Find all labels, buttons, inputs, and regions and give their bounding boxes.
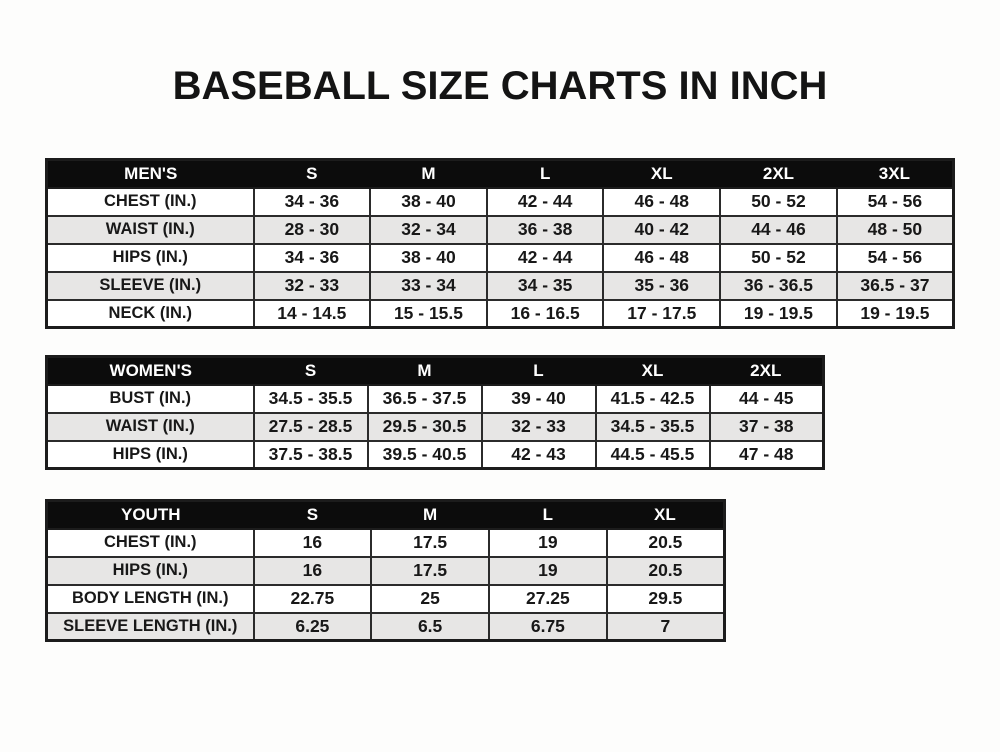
measurement-label: BODY LENGTH (IN.) [47, 585, 254, 613]
size-value-cell: 32 - 33 [254, 272, 371, 300]
size-value-cell: 27.25 [489, 585, 607, 613]
size-value-cell: 42 - 44 [487, 188, 604, 216]
size-value-cell: 20.5 [607, 557, 725, 585]
size-row [47, 529, 725, 557]
size-value-cell: 54 - 56 [837, 244, 954, 272]
size-value-cell: 50 - 52 [720, 244, 837, 272]
size-column-header: M [368, 357, 482, 385]
measurement-label: WAIST (IN.) [47, 216, 254, 244]
youth-table-title-cell: YOUTH [47, 501, 254, 529]
size-value-cell: 6.75 [489, 613, 607, 641]
size-column-header: L [482, 357, 596, 385]
size-value-cell: 19 [489, 529, 607, 557]
mens-size-table [45, 158, 955, 329]
size-value-cell: 14 - 14.5 [254, 300, 371, 328]
size-value-cell: 39 - 40 [482, 385, 596, 413]
size-column-header: 2XL [710, 357, 824, 385]
size-value-cell: 41.5 - 42.5 [596, 385, 710, 413]
size-value-cell: 36 - 36.5 [720, 272, 837, 300]
size-value-cell: 17.5 [371, 557, 489, 585]
size-column-header: S [254, 160, 371, 188]
size-value-cell: 32 - 34 [370, 216, 487, 244]
measurement-label: WAIST (IN.) [47, 413, 254, 441]
size-row [47, 244, 954, 272]
size-column-header: S [254, 501, 372, 529]
size-value-cell: 34.5 - 35.5 [254, 385, 368, 413]
size-value-cell: 6.25 [254, 613, 372, 641]
tables-container [45, 158, 1000, 642]
size-value-cell: 7 [607, 613, 725, 641]
size-value-cell: 36 - 38 [487, 216, 604, 244]
measurement-label: CHEST (IN.) [47, 188, 254, 216]
size-value-cell: 16 [254, 557, 372, 585]
size-value-cell: 22.75 [254, 585, 372, 613]
size-row [47, 300, 954, 328]
size-value-cell: 33 - 34 [370, 272, 487, 300]
size-chart-page [0, 64, 1000, 752]
size-column-header: S [254, 357, 368, 385]
size-value-cell: 17 - 17.5 [603, 300, 720, 328]
size-value-cell: 15 - 15.5 [370, 300, 487, 328]
womens-size-table [45, 355, 825, 470]
size-value-cell: 25 [371, 585, 489, 613]
measurement-label: HIPS (IN.) [47, 441, 254, 469]
size-value-cell: 20.5 [607, 529, 725, 557]
size-value-cell: 44 - 45 [710, 385, 824, 413]
size-value-cell: 16 - 16.5 [487, 300, 604, 328]
size-row [47, 188, 954, 216]
size-value-cell: 36.5 - 37 [837, 272, 954, 300]
size-column-header: L [489, 501, 607, 529]
size-column-header: 3XL [837, 160, 954, 188]
womens-table-title-cell: WOMEN'S [47, 357, 254, 385]
size-value-cell: 19 - 19.5 [837, 300, 954, 328]
mens-header-row [47, 160, 954, 188]
size-row [47, 441, 824, 469]
size-value-cell: 29.5 - 30.5 [368, 413, 482, 441]
size-value-cell: 42 - 44 [487, 244, 604, 272]
size-value-cell: 48 - 50 [837, 216, 954, 244]
size-column-header: 2XL [720, 160, 837, 188]
size-value-cell: 17.5 [371, 529, 489, 557]
size-value-cell: 36.5 - 37.5 [368, 385, 482, 413]
size-value-cell: 19 [489, 557, 607, 585]
size-row [47, 613, 725, 641]
size-value-cell: 27.5 - 28.5 [254, 413, 368, 441]
size-value-cell: 28 - 30 [254, 216, 371, 244]
size-value-cell: 37.5 - 38.5 [254, 441, 368, 469]
womens-header-row [47, 357, 824, 385]
size-value-cell: 38 - 40 [370, 244, 487, 272]
size-value-cell: 34 - 36 [254, 188, 371, 216]
size-value-cell: 44 - 46 [720, 216, 837, 244]
size-value-cell: 44.5 - 45.5 [596, 441, 710, 469]
size-value-cell: 42 - 43 [482, 441, 596, 469]
size-row [47, 385, 824, 413]
measurement-label: HIPS (IN.) [47, 244, 254, 272]
size-row [47, 216, 954, 244]
measurement-label: NECK (IN.) [47, 300, 254, 328]
mens-table-title-cell: MEN'S [47, 160, 254, 188]
size-value-cell: 35 - 36 [603, 272, 720, 300]
size-value-cell: 39.5 - 40.5 [368, 441, 482, 469]
size-row [47, 585, 725, 613]
size-value-cell: 50 - 52 [720, 188, 837, 216]
measurement-label: SLEEVE (IN.) [47, 272, 254, 300]
size-value-cell: 47 - 48 [710, 441, 824, 469]
size-row [47, 272, 954, 300]
size-row [47, 413, 824, 441]
measurement-label: SLEEVE LENGTH (IN.) [47, 613, 254, 641]
size-value-cell: 32 - 33 [482, 413, 596, 441]
measurement-label: CHEST (IN.) [47, 529, 254, 557]
size-value-cell: 29.5 [607, 585, 725, 613]
size-value-cell: 37 - 38 [710, 413, 824, 441]
page-title: BASEBALL SIZE CHARTS IN INCH [172, 64, 828, 108]
size-column-header: M [370, 160, 487, 188]
size-value-cell: 16 [254, 529, 372, 557]
youth-size-table [45, 499, 726, 642]
size-value-cell: 6.5 [371, 613, 489, 641]
measurement-label: BUST (IN.) [47, 385, 254, 413]
measurement-label: HIPS (IN.) [47, 557, 254, 585]
size-value-cell: 40 - 42 [603, 216, 720, 244]
size-column-header: M [371, 501, 489, 529]
size-row [47, 557, 725, 585]
size-value-cell: 38 - 40 [370, 188, 487, 216]
size-column-header: XL [596, 357, 710, 385]
size-column-header: XL [607, 501, 725, 529]
size-value-cell: 46 - 48 [603, 188, 720, 216]
size-column-header: XL [603, 160, 720, 188]
size-value-cell: 34 - 35 [487, 272, 604, 300]
youth-header-row [47, 501, 725, 529]
size-value-cell: 34.5 - 35.5 [596, 413, 710, 441]
size-value-cell: 34 - 36 [254, 244, 371, 272]
size-value-cell: 19 - 19.5 [720, 300, 837, 328]
size-value-cell: 54 - 56 [837, 188, 954, 216]
size-value-cell: 46 - 48 [603, 244, 720, 272]
size-column-header: L [487, 160, 604, 188]
